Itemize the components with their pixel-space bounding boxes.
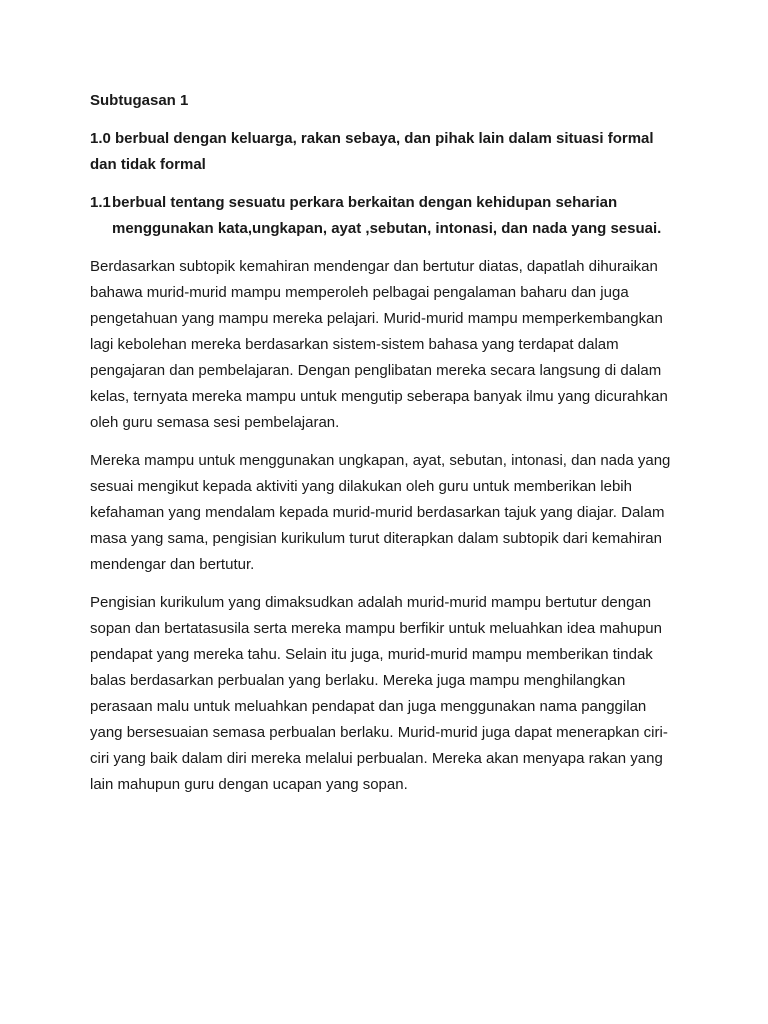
body-paragraph: Pengisian kurikulum yang dimaksudkan adalah murid-murid mampu bertutur dengan sopan dan bertatasusila serta mereka mampu berfikir untuk meluahkan idea mahupun pendapat yang mereka tahu. Selain itu juga, murid-murid mampu memberikan tindak balas berdasarkan perbualan yang berlaku. Mereka juga mampu menghilangkan perasaan malu untuk meluahkan pendapat dan juga menggunakan nama panggilan yang bersesuaian semasa perbualan berlaku. Murid-murid juga dapat menerapkan ciri-ciri yang baik dalam diri mereka melalui perbualan. Mereka akan menyapa rakan yang lain mahupun guru dengan ucapan yang sopan. xyxy=(90,594,668,793)
document-subtitle: Subtugasan 1 xyxy=(90,92,189,109)
subsection-number: 1.1 xyxy=(90,194,111,211)
subsection-text: berbual tentang sesuatu perkara berkaitan dengan kehidupan seharian menggunakan kata,ungkapan, ayat ,sebutan, intonasi, dan nada yang sesuai. xyxy=(112,194,662,237)
body-paragraph: Berdasarkan subtopik kemahiran mendengar dan bertutur diatas, dapatlah dihuraikan bahawa murid-murid mampu memperoleh pelbagai pengalaman baharu dan juga pengetahuan yang mampu mereka pelajari. Murid-murid mampu memperkembangkan lagi kebolehan mereka berdasarkan sistem-sistem bahasa yang terdapat dalam pengajaran dan pembelajaran. Dengan penglibatan mereka secara langsung di dalam kelas, ternyata mereka mampu untuk mengutip seberapa banyak ilmu yang dicurahkan oleh guru semasa sesi pembelajaran. xyxy=(90,258,668,431)
subsection-heading xyxy=(90,190,680,242)
body-paragraph: Mereka mampu untuk menggunakan ungkapan, ayat, sebutan, intonasi, dan nada yang sesuai mengikut kepada aktiviti yang dilakukan oleh guru untuk memberikan lebih kefahaman yang mendalam kepada murid-murid berdasarkan tajuk yang diajar. Dalam masa yang sama, pengisian kurikulum turut diterapkan dalam subtopik dari kemahiran mendengar dan bertutur. xyxy=(90,452,671,573)
section-heading: 1.0 berbual dengan keluarga, rakan sebaya, dan pihak lain dalam situasi formal dan tidak formal xyxy=(90,130,654,173)
